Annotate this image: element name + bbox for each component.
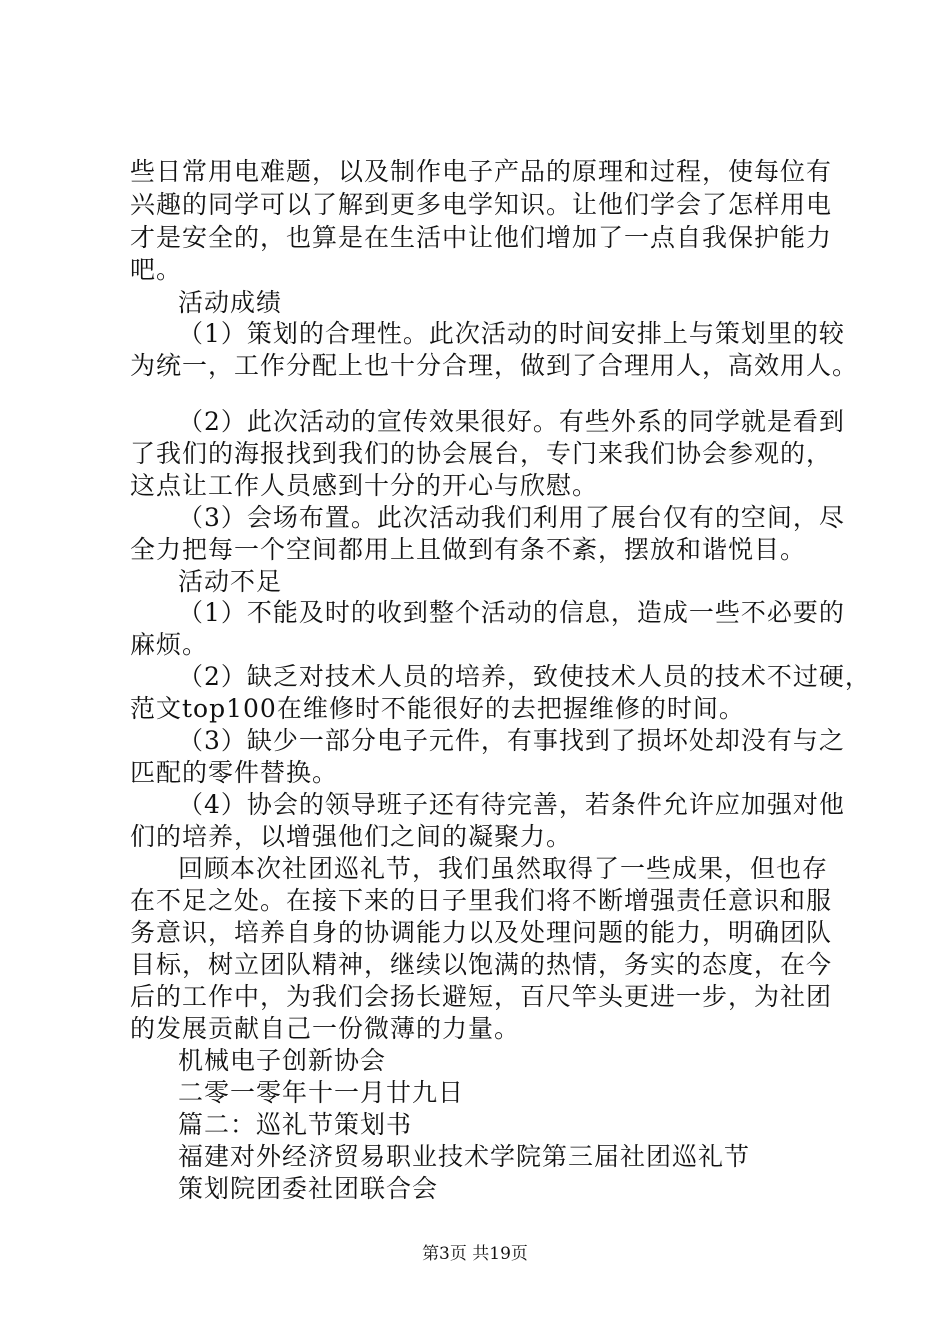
list-item-line: （4）协会的领导班子还有待完善，若条件允许应加强对他 bbox=[178, 790, 845, 819]
paragraph-line: 才是安全的，也算是在生活中让他们增加了一点自我保护能力 bbox=[130, 223, 833, 252]
paragraph-line: 后的工作中，为我们会扬长避短，百尺竿头更进一步，为社团 bbox=[130, 982, 833, 1011]
list-item-line: （2）缺乏对技术人员的培养，致使技术人员的技术不过硬， bbox=[178, 662, 871, 691]
event-title: 福建对外经济贸易职业技术学院第三届社团巡礼节 bbox=[178, 1142, 751, 1171]
list-item-line: 匹配的零件替换。 bbox=[130, 758, 339, 787]
paragraph-line: 在不足之处。在接下来的日子里我们将不断增强责任意识和服 bbox=[130, 886, 833, 915]
paragraph-line: 回顾本次社团巡礼节，我们虽然取得了一些成果，但也存 bbox=[178, 854, 829, 883]
section-heading-achievements: 活动成绩 bbox=[178, 288, 283, 317]
list-item-line: （3）缺少一部分电子元件，有事找到了损坏处却没有与之 bbox=[178, 726, 845, 755]
list-item-line: 范文top100在维修时不能很好的去把握维修的时间。 bbox=[130, 694, 745, 723]
paragraph-line: 些日常用电难题，以及制作电子产品的原理和过程，使每位有 bbox=[130, 157, 833, 186]
section-title: 篇二：巡礼节策划书 bbox=[178, 1110, 413, 1139]
paragraph-line: 务意识，培养自身的协调能力以及处理问题的能力，明确团队 bbox=[130, 918, 833, 947]
paragraph-line: 的发展贡献自己一份微薄的力量。 bbox=[130, 1014, 521, 1043]
list-item-line: 麻烦。 bbox=[130, 630, 209, 659]
signature-organization: 机械电子创新协会 bbox=[178, 1046, 387, 1075]
section-heading-shortcomings: 活动不足 bbox=[178, 567, 283, 596]
paragraph-line: 吧。 bbox=[130, 255, 183, 284]
paragraph-line: 兴趣的同学可以了解到更多电学知识。让他们学会了怎样用电 bbox=[130, 190, 833, 219]
list-item-line: （3）会场布置。此次活动我们利用了展台仅有的空间，尽 bbox=[178, 503, 845, 532]
list-item-line: 们的培养，以增强他们之间的凝聚力。 bbox=[130, 822, 573, 851]
paragraph-line: 目标，树立团队精神，继续以饱满的热情，务实的态度，在今 bbox=[130, 950, 833, 979]
list-item-line: （1）不能及时的收到整个活动的信息，造成一些不必要的 bbox=[178, 598, 845, 627]
list-item-line: 全力把每一个空间都用上且做到有条不紊，摆放和谐悦目。 bbox=[130, 535, 807, 564]
list-item-line: 为统一，工作分配上也十分合理，做到了合理用人，高效用人。 bbox=[130, 351, 859, 380]
list-item-line: 了我们的海报找到我们的协会展台，专门来我们协会参观的， bbox=[130, 439, 833, 468]
list-item-line: （1）策划的合理性。此次活动的时间安排上与策划里的较 bbox=[178, 319, 845, 348]
organizer-line: 策划院团委社团联合会 bbox=[178, 1174, 439, 1203]
page-number: 第3页 共19页 bbox=[422, 1244, 528, 1264]
list-item-line: 这点让工作人员感到十分的开心与欣慰。 bbox=[130, 471, 599, 500]
list-item-line: （2）此次活动的宣传效果很好。有些外系的同学就是看到 bbox=[178, 407, 845, 436]
signature-date: 二零一零年十一月廿九日 bbox=[178, 1078, 465, 1107]
